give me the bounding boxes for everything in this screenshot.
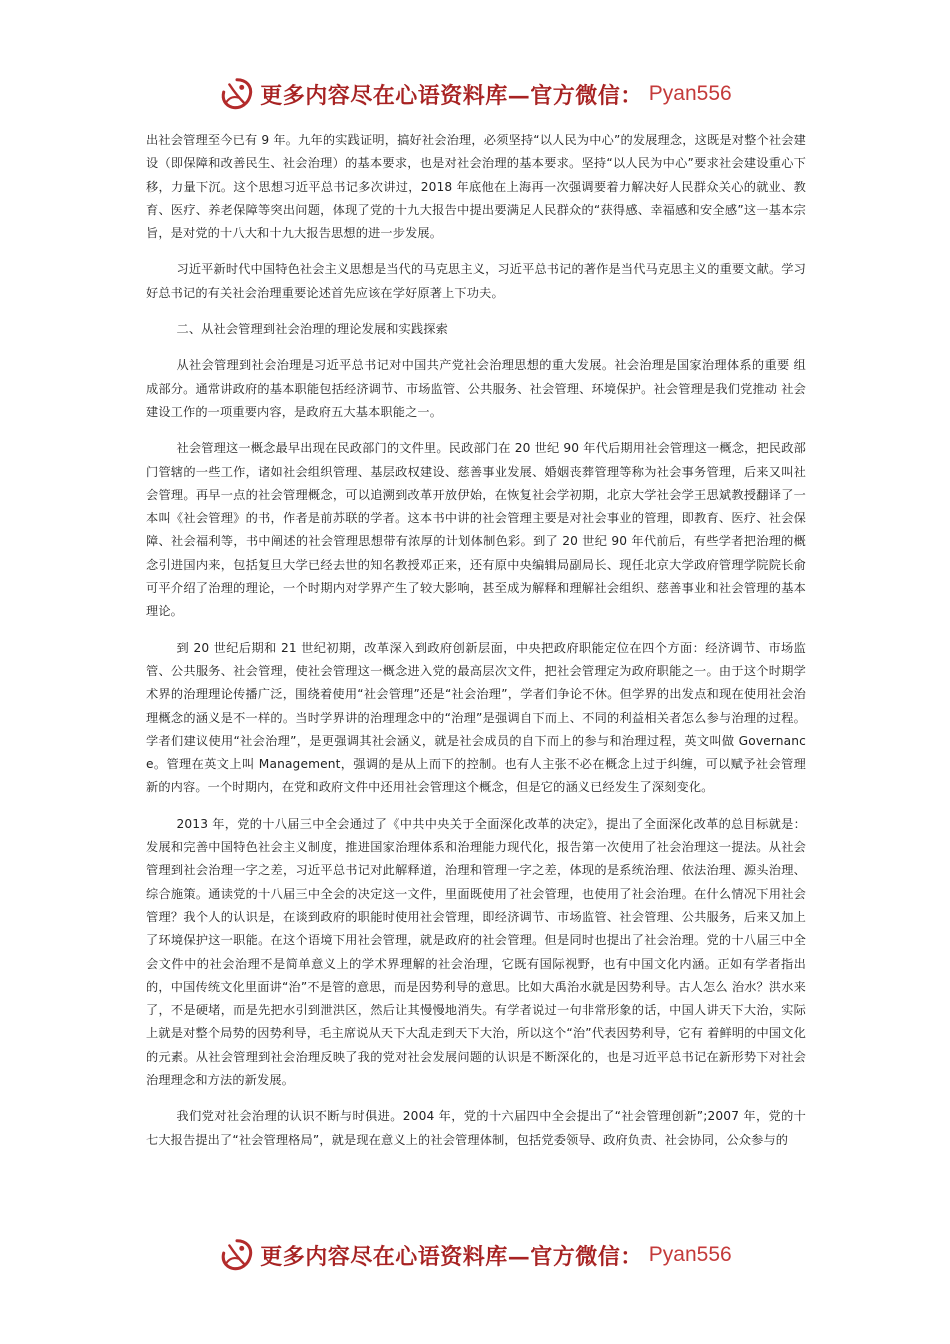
document-body [146, 129, 806, 1165]
footer-banner [0, 1233, 950, 1277]
brand-logo-icon [218, 75, 256, 113]
header-banner [0, 72, 950, 116]
paragraph-2: 习近平新时代中国特色社会主义思想是当代的马克思主义，习近平总书记的著作是当代马克思主义的重要文献。学习好总书记的有关社会治理重要论述首先应该在学好原著上下功夫。 [146, 262, 806, 300]
paragraph-7: 我们党对社会治理的认识不断与时俱进。2004 年，党的十六届四中全会提出了“社会管理创新”;2007 年，党的十七大报告提出了“社会管理格局”，就是现在意义上的社会管理体制，包括党委领导、政府负责、社会协同，公众参与的 [146, 1109, 806, 1147]
paragraph-3: 从社会管理到社会治理是习近平总书记对中国共产党社会治理思想的重大发展。社会治理是国家治理体系的重要 组成部分。通常讲政府的基本职能包括经济调节、市场监管、公共服务、社会管理、环境保护。社会管理是我们党推动 社会建设工作的一项重要内容，是政府五大基本职能之一。 [146, 358, 806, 419]
section-heading: 二、从社会管理到社会治理的理论发展和实践探索 [176, 322, 448, 337]
banner-wechat-id: Pyan556 [648, 1243, 732, 1266]
paragraph-1: 出社会管理至今已有 9 年。九年的实践证明，搞好社会治理，必须坚持“以人民为中心”的发展理念，这既是对整个社会建设（即保障和改善民生、社会治理）的基本要求，也是对社会治理的基本要求。坚持“以人民为中心”要求社会建设重心下移，力量下沉。这个思想习近平总书记多次讲过，2018 年底他在上海再一次强调要着力解决好人民群众关心的就业、教育、医疗、养老保障等突出问题，体现了党的十九大报告中提出要满足人民群众的“获得感、幸福感和安全感”这一基本宗旨，是对党的十八大和十九大报告思想的进一步发展。 [146, 133, 806, 241]
paragraph-4: 社会管理这一概念最早出现在民政部门的文件里。民政部门在 20 世纪 90 年代后期用社会管理这一概念，把民政部门管辖的一些工作，诸如社会组织管理、基层政权建设、慈善事业发展、婚姻丧葬管理等称为社会事务管理，后来又叫社会管理。再早一点的社会管理概念，可以追溯到改革开放伊始，在恢复社会学初期，北京大学社会学王思斌教授翻译了一本叫《社会管理》的书，作者是前苏联的学者。这本书中讲的社会管理主要是对社会事业的管理，即教育、医疗、社会保障、社会福利等，书中阐述的社会管理思想带有浓厚的计划体制色彩。到了 20 世纪 90 年代前后，有些学者把治理的概念引进国内来，包括复旦大学已经去世的知名教授邓正来，还有原中央编辑局副局长、现任北京大学政府管理学院院长俞可平介绍了治理的理论，一个时期内对学界产生了较大影响，甚至成为解释和理解社会组织、慈善事业和社会管理的基本理论。 [146, 441, 806, 619]
banner-wechat-id: Pyan556 [648, 82, 732, 105]
banner-text: 更多内容尽在心语资料库—官方微信： [260, 1243, 643, 1270]
paragraph-6: 2013 年，党的十八届三中全会通过了《中共中央关于全面深化改革的决定》，提出了全面深化改革的总目标就是： 发展和完善中国特色社会主义制度，推进国家治理体系和治理能力现代化，报告第一次使用了社会治理这一提法。从社会管理到社会治理一字之差，习近平总书记对此解释道，治理和管理一字之差，体现的是系统治理、依法治理、源头治理、综合施策。通读党的十八届三中全会的决定这一文件，里面既使用了社会管理，也使用了社会治理。在什么情况下用社会管理？我个人的认识是，在谈到政府的职能时使用社会管理，即经济调节、市场监管、社会管理、公共服务，后来又加上了环境保护这一职能。在这个语境下用社会管理，就是政府的社会管理。但是同时也提出了社会治理。党的十八届三中全会文件中的社会治理不是简单意义上的学术界理解的社会治理，它既有国际视野，也有中国文化内涵。正如有学者指出的，中国传统文化里面讲“治”不是管的意思，而是因势利导的意思。比如大禹治水就是因势利导。古人怎么 治水？洪水来了，不是硬堵，而是先把水引到泄洪区，然后让其慢慢地消失。有学者说过一句非常形象的话，中国人讲天下大治，实际上就是对整个局势的因势利导，毛主席说从天下大乱走到天下大治，所以这个“治”代表因势利导，它有 着鲜明的中国文化的元素。从社会管理到社会治理反映了我的党对社会发展问题的认识是不断深化的，也是习近平总书记在新形势下对社会治理理念和方法的新发展。 [146, 816, 806, 1087]
paragraph-5: 到 20 世纪后期和 21 世纪初期，改革深入到政府创新层面，中央把政府职能定位在四个方面：经济调节、市场监管、公共服务、社会管理，使社会管理这一概念进入党的最高层次文件，把社会管理定为政府职能之一。由于这个时期学术界的治理理论传播广泛，围绕着使用“社会管理”还是“社会治理”，学者们争论不休。但学界的出发点和现在使用社会治理概念的涵义是不一样的。当时学界讲的治理理念中的“治理”是强调自下而上、不同的利益相关者怎么参与治理的过程。学者们建议使用“社会治理”，是更强调其社会涵义，就是社会成员的自下而上的参与和治理过程，英文叫做 Governance。管理在英文上叫 Management，强调的是从上而下的控制。也有人主张不必在概念上过于纠缠，可以赋予社会管理新的内容。一个时期内，在党和政府文件中还用社会管理这个概念，但是它的涵义已经发生了深刻变化。 [146, 640, 806, 795]
banner-text: 更多内容尽在心语资料库—官方微信： [260, 82, 643, 109]
brand-logo-icon [218, 1236, 256, 1274]
